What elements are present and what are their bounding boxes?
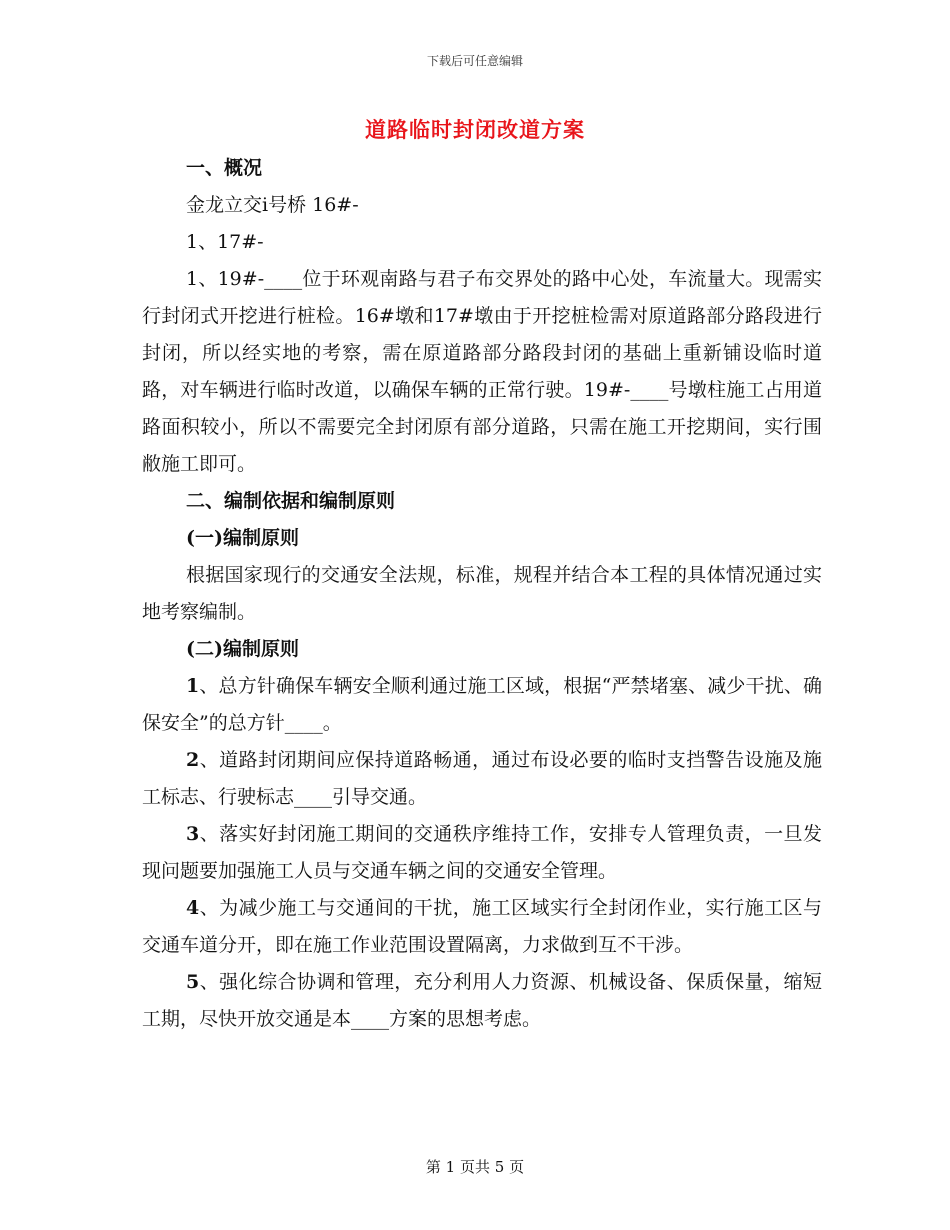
principle-text: 、落实好封闭施工期间的交通秩序维持工作，安排专人管理负责，一旦发现问题要加强施工人员与交通车辆之间的交通安全管理。	[142, 823, 822, 882]
page-footer: 第 1 页共 5 页	[425, 1158, 525, 1176]
principle-text: 、总方针确保车辆安全顺利通过施工区域，根据“严禁堵塞、减少干扰、确保安全”的总方针____。	[142, 675, 822, 734]
section-heading-overview: 一、概况	[186, 157, 263, 179]
principle-number: 3	[186, 823, 200, 845]
overview-line-2: 1、17#-	[186, 231, 264, 253]
principle-number: 1	[186, 675, 200, 697]
principle-item	[142, 668, 822, 742]
document-title: 道路临时封闭改道方案	[365, 117, 585, 142]
overview-paragraph	[142, 261, 822, 483]
principle-text: 、强化综合协调和管理，充分利用人力资源、机械设备、保质保量，缩短工期，尽快开放交通是本____方案的思想考虑。	[142, 971, 822, 1030]
principle-item	[142, 964, 822, 1038]
principle-text: 、为减少施工与交通间的干扰，施工区域实行全封闭作业，实行施工区与交通车道分开，即在施工作业范围设置隔离，力求做到互不干涉。	[142, 897, 822, 956]
principle-item	[142, 742, 822, 816]
overview-line-1: 金龙立交ⅰ号桥 16#-	[186, 194, 359, 216]
section-heading-basis: 二、编制依据和编制原则	[186, 490, 396, 512]
document-body	[142, 150, 822, 1038]
principle-text: 、道路封闭期间应保持道路畅通，通过布设必要的临时支挡警告设施及施工标志、行驶标志____引导交通。	[142, 749, 822, 808]
overview-paragraph-lead: 1、19#-____	[186, 268, 303, 290]
subsection-heading-1: (一)编制原则	[186, 527, 299, 549]
overview-paragraph-text: 位于环观南路与君子布交界处的路中心处，车流量大。现需实行封闭式开挖进行桩检。16#墩和17#墩由于开挖桩检需对原道路部分路段进行封闭，所以经实地的考察，需在原道路部分路段封闭的基础上重新铺设临时道路，对车辆进行临时改道，以确保车辆的正常行驶。19#-____号墩柱施工占用道路面积较小，所以不需要完全封闭原有部分道路，只需在施工开挖期间，实行围敝施工即可。	[142, 268, 822, 475]
subsection-heading-2: (二)编制原则	[186, 638, 299, 660]
principle-item	[142, 890, 822, 964]
principle-number: 4	[186, 897, 200, 919]
subsection-1-paragraph: 根据国家现行的交通安全法规，标准，规程并结合本工程的具体情况通过实地考察编制。	[142, 564, 822, 623]
principle-item	[142, 816, 822, 890]
principle-number: 2	[186, 749, 200, 771]
header-note: 下载后可任意编辑	[426, 54, 523, 68]
principle-number: 5	[186, 971, 200, 993]
